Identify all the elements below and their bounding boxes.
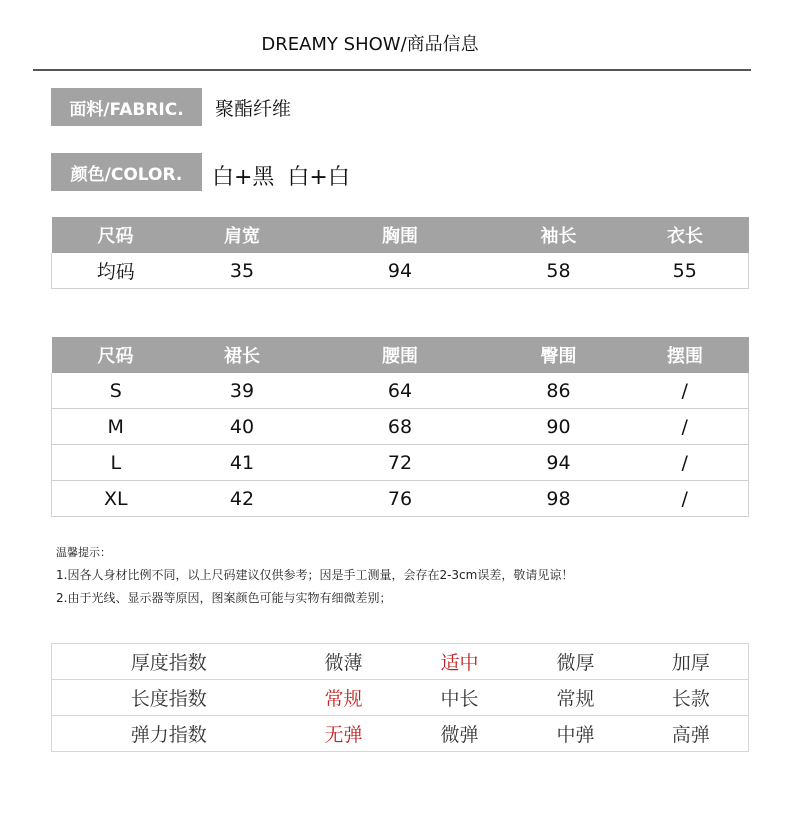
index-option: 微弹	[402, 716, 518, 752]
color-value: 白+黑 白+白	[212, 165, 350, 190]
table-row	[52, 481, 749, 517]
table-cell: 72	[305, 445, 496, 481]
page-title: DREAMY SHOW/商品信息	[261, 34, 479, 55]
column-header: 尺码	[52, 217, 180, 253]
table-cell: L	[52, 445, 180, 481]
index-option: 长款	[634, 680, 749, 716]
column-header: 腰围	[305, 337, 496, 373]
table-row	[52, 373, 749, 409]
table-cell: 58	[496, 253, 622, 289]
table-cell: /	[622, 409, 749, 445]
index-row	[52, 680, 749, 716]
table-cell: 42	[180, 481, 305, 517]
table-cell: 均码	[52, 253, 180, 289]
column-header: 摆围	[622, 337, 749, 373]
index-option: 微厚	[518, 644, 634, 680]
column-header: 衣长	[622, 217, 749, 253]
column-header: 肩宽	[180, 217, 305, 253]
color-label: 颜色/COLOR.	[51, 153, 202, 191]
table-cell: 76	[305, 481, 496, 517]
table-cell: 39	[180, 373, 305, 409]
index-option: 微薄	[286, 644, 402, 680]
column-header: 裙长	[180, 337, 305, 373]
table-cell: M	[52, 409, 180, 445]
index-row	[52, 644, 749, 680]
table-cell: 55	[622, 253, 749, 289]
table-cell: 86	[496, 373, 622, 409]
table-cell: XL	[52, 481, 180, 517]
table-cell: 64	[305, 373, 496, 409]
fabric-value: 聚酯纤维	[215, 98, 292, 120]
index-option: 加厚	[634, 644, 749, 680]
table-cell: S	[52, 373, 180, 409]
index-table	[51, 643, 749, 752]
column-header: 胸围	[305, 217, 496, 253]
note-line: 1.因各人身材比例不同，以上尺码建议仅供参考；因是手工测量，会存在2-3cm误差，敬请见谅！	[56, 568, 574, 582]
index-option: 高弹	[634, 716, 749, 752]
index-option: 中长	[402, 680, 518, 716]
index-option: 无弹	[286, 716, 402, 752]
table-cell: /	[622, 373, 749, 409]
table-row	[52, 409, 749, 445]
note-line: 2.由于光线、显示器等原因，图案颜色可能与实物有细微差别；	[56, 591, 392, 605]
table-cell: /	[622, 445, 749, 481]
table-cell: /	[622, 481, 749, 517]
table-header-row	[52, 337, 749, 373]
column-header: 臀围	[496, 337, 622, 373]
table-cell: 94	[496, 445, 622, 481]
index-label: 弹力指数	[52, 716, 286, 752]
index-option: 中弹	[518, 716, 634, 752]
table-row	[52, 445, 749, 481]
bottom-size-table	[51, 337, 749, 517]
table-cell: 68	[305, 409, 496, 445]
table-row	[52, 253, 749, 289]
index-label: 长度指数	[52, 680, 286, 716]
top-size-table	[51, 217, 749, 289]
column-header: 袖长	[496, 217, 622, 253]
notes-title: 温馨提示：	[56, 546, 111, 559]
index-label: 厚度指数	[52, 644, 286, 680]
table-cell: 35	[180, 253, 305, 289]
column-header: 尺码	[52, 337, 180, 373]
table-header-row	[52, 217, 749, 253]
index-option: 常规	[286, 680, 402, 716]
index-option: 常规	[518, 680, 634, 716]
table-cell: 41	[180, 445, 305, 481]
title-divider	[33, 69, 751, 71]
index-option: 适中	[402, 644, 518, 680]
index-row	[52, 716, 749, 752]
table-cell: 40	[180, 409, 305, 445]
notes-section	[56, 541, 573, 610]
table-cell: 94	[305, 253, 496, 289]
table-cell: 90	[496, 409, 622, 445]
fabric-label: 面料/FABRIC.	[51, 88, 202, 126]
table-cell: 98	[496, 481, 622, 517]
